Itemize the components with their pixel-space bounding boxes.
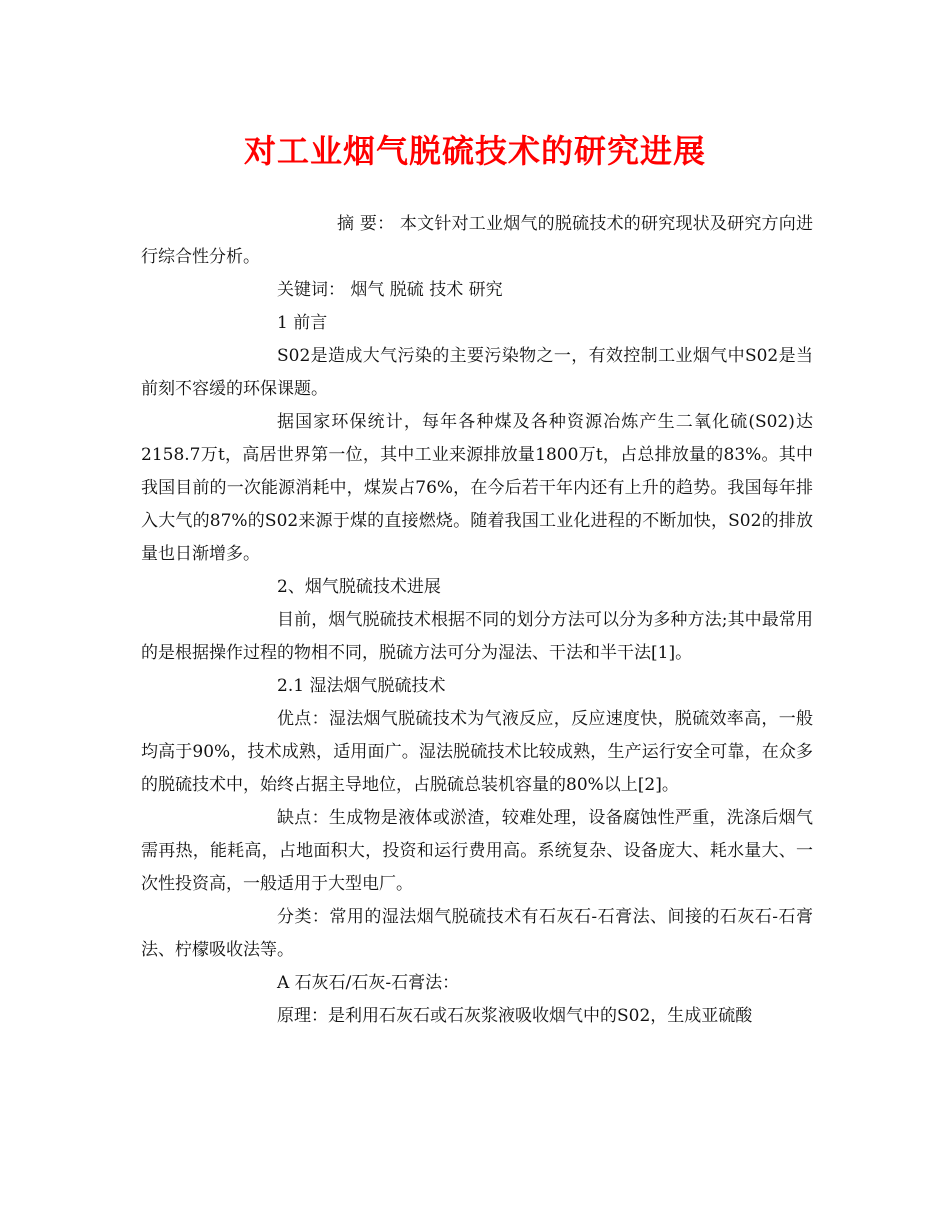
section-heading-2-1: 2.1 湿法烟气脱硫技术 bbox=[277, 676, 446, 696]
paragraph-2: 据国家环保统计，每年各种煤及各种资源冶炼产生二氧化硫(S02)达2158.7万t，高居世界第一位，其中工业来源排放量1800万t，占总排放量的83%。其中我国目前的一次能源消耗中，煤炭占76%，在今后若干年内还有上升的趋势。我国每年排入大气的87%的S02来源于煤的直接燃烧。随着我国工业化进程的不断加快，S02的排放量也日渐增多。 bbox=[141, 412, 813, 564]
paragraph-disadvantages: 缺点：生成物是液体或淤渣，较难处理，设备腐蚀性严重，洗涤后烟气需再热，能耗高，占地面积大，投资和运行费用高。系统复杂、设备庞大、耗水量大、一次性投资高，一般适用于大型电厂。 bbox=[141, 808, 813, 894]
paragraph-3: 目前，烟气脱硫技术根据不同的划分方法可以分为多种方法;其中最常用的是根据操作过程的物相不同，脱硫方法可分为湿法、干法和半干法[1]。 bbox=[141, 610, 813, 663]
paragraph-classification: 分类：常用的湿法烟气脱硫技术有石灰石-石膏法、间接的石灰石-石膏法、柠檬吸收法等。 bbox=[141, 907, 813, 960]
subheading-a: A 石灰石/石灰-石膏法： bbox=[277, 973, 460, 993]
keywords-line: 关键词： 烟气 脱硫 技术 研究 bbox=[277, 280, 503, 300]
section-heading-2: 2、烟气脱硫技术进展 bbox=[277, 577, 441, 597]
document-body bbox=[141, 208, 813, 1033]
paragraph-principle: 原理：是利用石灰石或石灰浆液吸收烟气中的S02，生成亚硫酸 bbox=[277, 1006, 753, 1026]
paragraph-1: S02是造成大气污染的主要污染物之一，有效控制工业烟气中S02是当前刻不容缓的环保课题。 bbox=[141, 346, 813, 399]
document-title: 对工业烟气脱硫技术的研究进展 bbox=[243, 132, 706, 170]
paragraph-advantages: 优点：湿法烟气脱硫技术为气液反应，反应速度快，脱硫效率高，一般均高于90%，技术成熟，适用面广。湿法脱硫技术比较成熟，生产运行安全可靠，在众多的脱硫技术中，始终占据主导地位，占脱硫总装机容量的80%以上[2]。 bbox=[141, 709, 813, 795]
abstract-paragraph: 摘 要： 本文针对工业烟气的脱硫技术的研究现状及研究方向进行综合性分析。 bbox=[141, 214, 813, 267]
section-heading-1: 1 前言 bbox=[277, 313, 328, 333]
